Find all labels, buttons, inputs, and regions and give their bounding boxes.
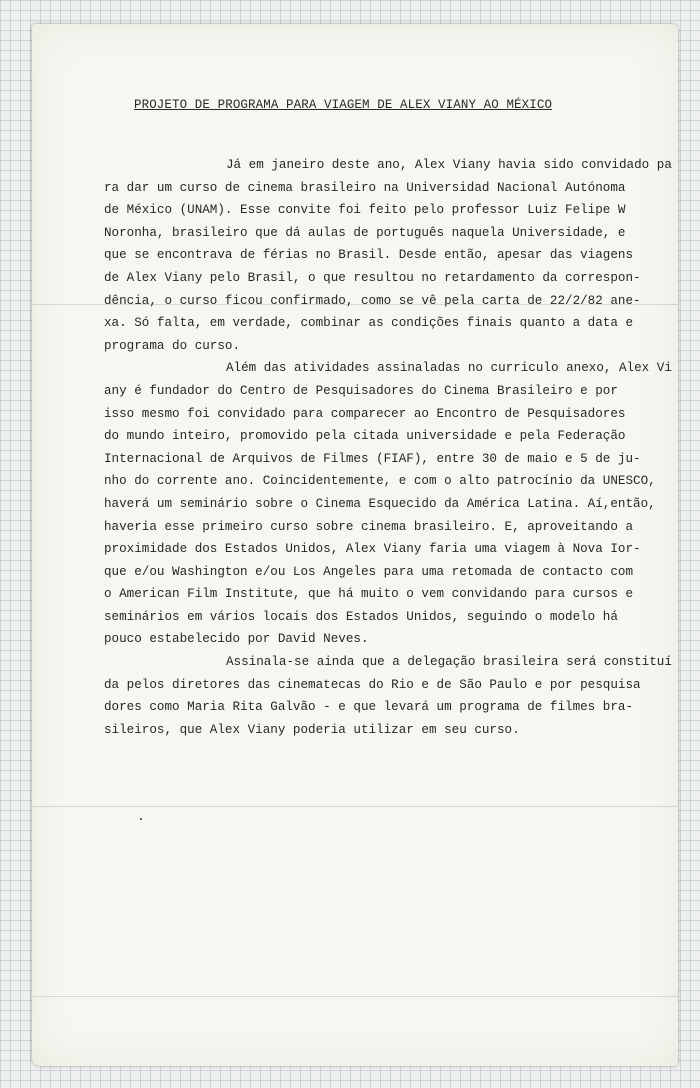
paper-fold-line — [32, 996, 678, 997]
paragraph-1-line: xa. Só falta, em verdade, combinar as condições finais quanto a data e — [104, 316, 634, 331]
paragraph-3-line: dores como Maria Rita Galvão - e que levará um programa de filmes bra- — [104, 700, 634, 715]
paper-fold-line — [32, 806, 678, 807]
paragraph-2-line: pouco estabelecido por David Neves. — [104, 632, 369, 647]
paragraph-1-line: de Alex Viany pelo Brasil, o que resultou no retardamento da correspon- — [104, 270, 641, 285]
paragraph-1-line: programa do curso. — [104, 338, 241, 353]
paragraph-1-line: ra dar um curso de cinema brasileiro na Universidad Nacional Autónoma — [104, 180, 626, 195]
paragraph-2-line: Além das atividades assinaladas no curriculo anexo, Alex Vi — [226, 361, 672, 376]
paragraph-2-line: nho do corrente ano. Coincidentemente, e com o alto patrocínio da UNESCO, — [104, 474, 656, 489]
paragraph-1-line: dência, o curso ficou confirmado, como se vê pela carta de 22/2/82 ane- — [104, 293, 641, 308]
paragraph-2-line: any é fundador do Centro de Pesquisadores do Cinema Brasileiro e por — [104, 383, 618, 398]
paragraph-3-line: da pelos diretores das cinematecas do Rio e de São Paulo e por pesquisa — [104, 677, 641, 692]
paragraph-2-line: haverá um seminário sobre o Cinema Esquecido da América Latina. Aí,então, — [104, 496, 656, 511]
paragraph-2-line: haveria esse primeiro curso sobre cinema brasileiro. E, aproveitando a — [104, 519, 634, 534]
paragraph-3-line: sileiros, que Alex Viany poderia utilizar em seu curso. — [104, 722, 520, 737]
paragraph-2-line: o American Film Institute, que há muito o vem convidando para cursos e — [104, 587, 634, 602]
paragraph-3-line: Assinala-se ainda que a delegação brasileira será constituí — [226, 655, 672, 670]
paragraph-2-line: isso mesmo foi convidado para comparecer ao Encontro de Pesquisadores — [104, 406, 626, 421]
paragraph-2-line: que e/ou Washington e/ou Los Angeles para uma retomada de contacto com — [104, 564, 634, 579]
paragraph-2-line: Internacional de Arquivos de Filmes (FIAF), entre 30 de maio e 5 de ju- — [104, 451, 641, 466]
paragraph-2-line: proximidade dos Estados Unidos, Alex Viany faria uma viagem à Nova Ior- — [104, 542, 641, 557]
document-title: PROJETO DE PROGRAMA PARA VIAGEM DE ALEX VIANY AO MÉXICO — [134, 98, 553, 112]
ink-speck — [140, 818, 142, 820]
paragraph-1-line: que se encontrava de férias no Brasil. Desde então, apesar das viagens — [104, 248, 634, 263]
paragraph-2-line: do mundo inteiro, promovido pela citada universidade e pela Federação — [104, 429, 626, 444]
paragraph-1-line: Já em janeiro deste ano, Alex Viany havia sido convidado pa — [226, 158, 672, 172]
paragraph-1-line: de México (UNAM). Esse convite foi feito pelo professor Luiz Felipe W — [104, 203, 626, 218]
document-body — [104, 154, 672, 741]
typewritten-page — [32, 24, 678, 1066]
paragraph-1-line: Noronha, brasileiro que dá aulas de português naquela Universidade, e — [104, 225, 626, 240]
paragraph-2-line: seminários em vários locais dos Estados Unidos, seguindo o modelo há — [104, 609, 618, 624]
